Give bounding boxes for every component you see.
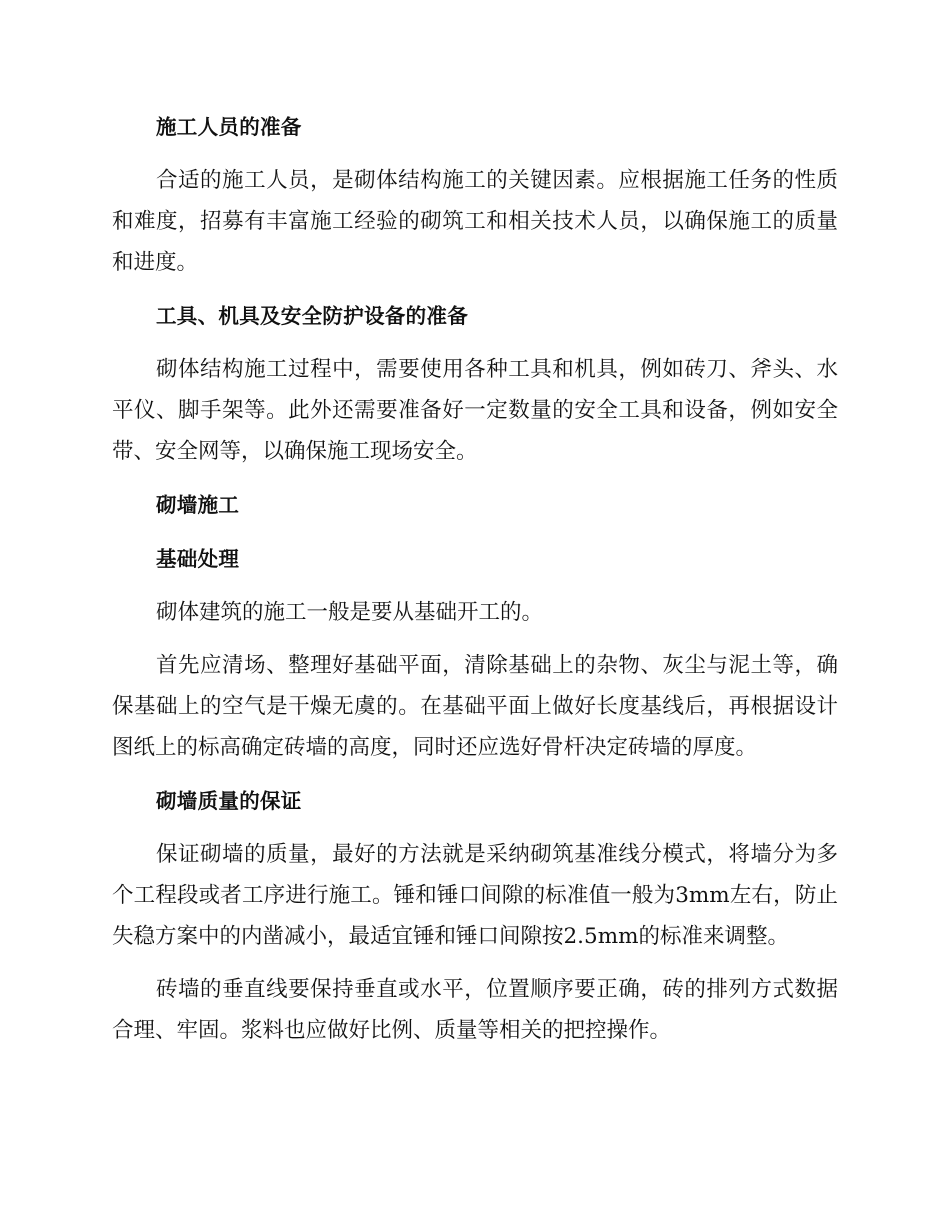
- paragraph-foundation-intro: 砌体建筑的施工一般是要从基础开工的。: [156, 600, 544, 625]
- paragraph-quality-alignment: 砖墙的垂直线要保持垂直或水平，位置顺序要正确，砖的排列方式数据合理、牢固。浆料也应做好比例、质量等相关的把控操作。: [112, 977, 838, 1043]
- section-heading-foundation: 基础处理: [156, 547, 240, 571]
- paragraph-personnel: 合适的施工人员，是砌体结构施工的关键因素。应根据施工任务的性质和难度，招募有丰富施工经验的砌筑工和相关技术人员，以确保施工的质量和进度。: [112, 168, 838, 275]
- document-page: [112, 106, 838, 1063]
- section-heading-personnel: 施工人员的准备: [156, 115, 302, 139]
- paragraph-foundation-detail: 首先应清场、整理好基础平面，清除基础上的杂物、灰尘与泥土等，确保基础上的空气是干燥无虞的。在基础平面上做好长度基线后，再根据设计图纸上的标高确定砖墙的高度，同时还应选好骨杆决定砖墙的厚度。: [112, 653, 838, 760]
- paragraph-tools: 砌体结构施工过程中，需要使用各种工具和机具，例如砖刀、斧头、水平仪、脚手架等。此外还需要准备好一定数量的安全工具和设备，例如安全带、安全网等，以确保施工现场安全。: [112, 357, 838, 464]
- section-heading-quality: 砌墙质量的保证: [156, 789, 302, 813]
- section-heading-tools: 工具、机具及安全防护设备的准备: [156, 304, 468, 328]
- section-heading-wall-construction: 砌墙施工: [156, 493, 240, 517]
- paragraph-quality-method: 保证砌墙的质量，最好的方法就是采纳砌筑基准线分模式，将墙分为多个工程段或者工序进行施工。锤和锤口间隙的标准值一般为3mm左右，防止失稳方案中的内凿减小，最适宜锤和锤口间隙按2.5mm的标准来调整。: [112, 842, 838, 949]
